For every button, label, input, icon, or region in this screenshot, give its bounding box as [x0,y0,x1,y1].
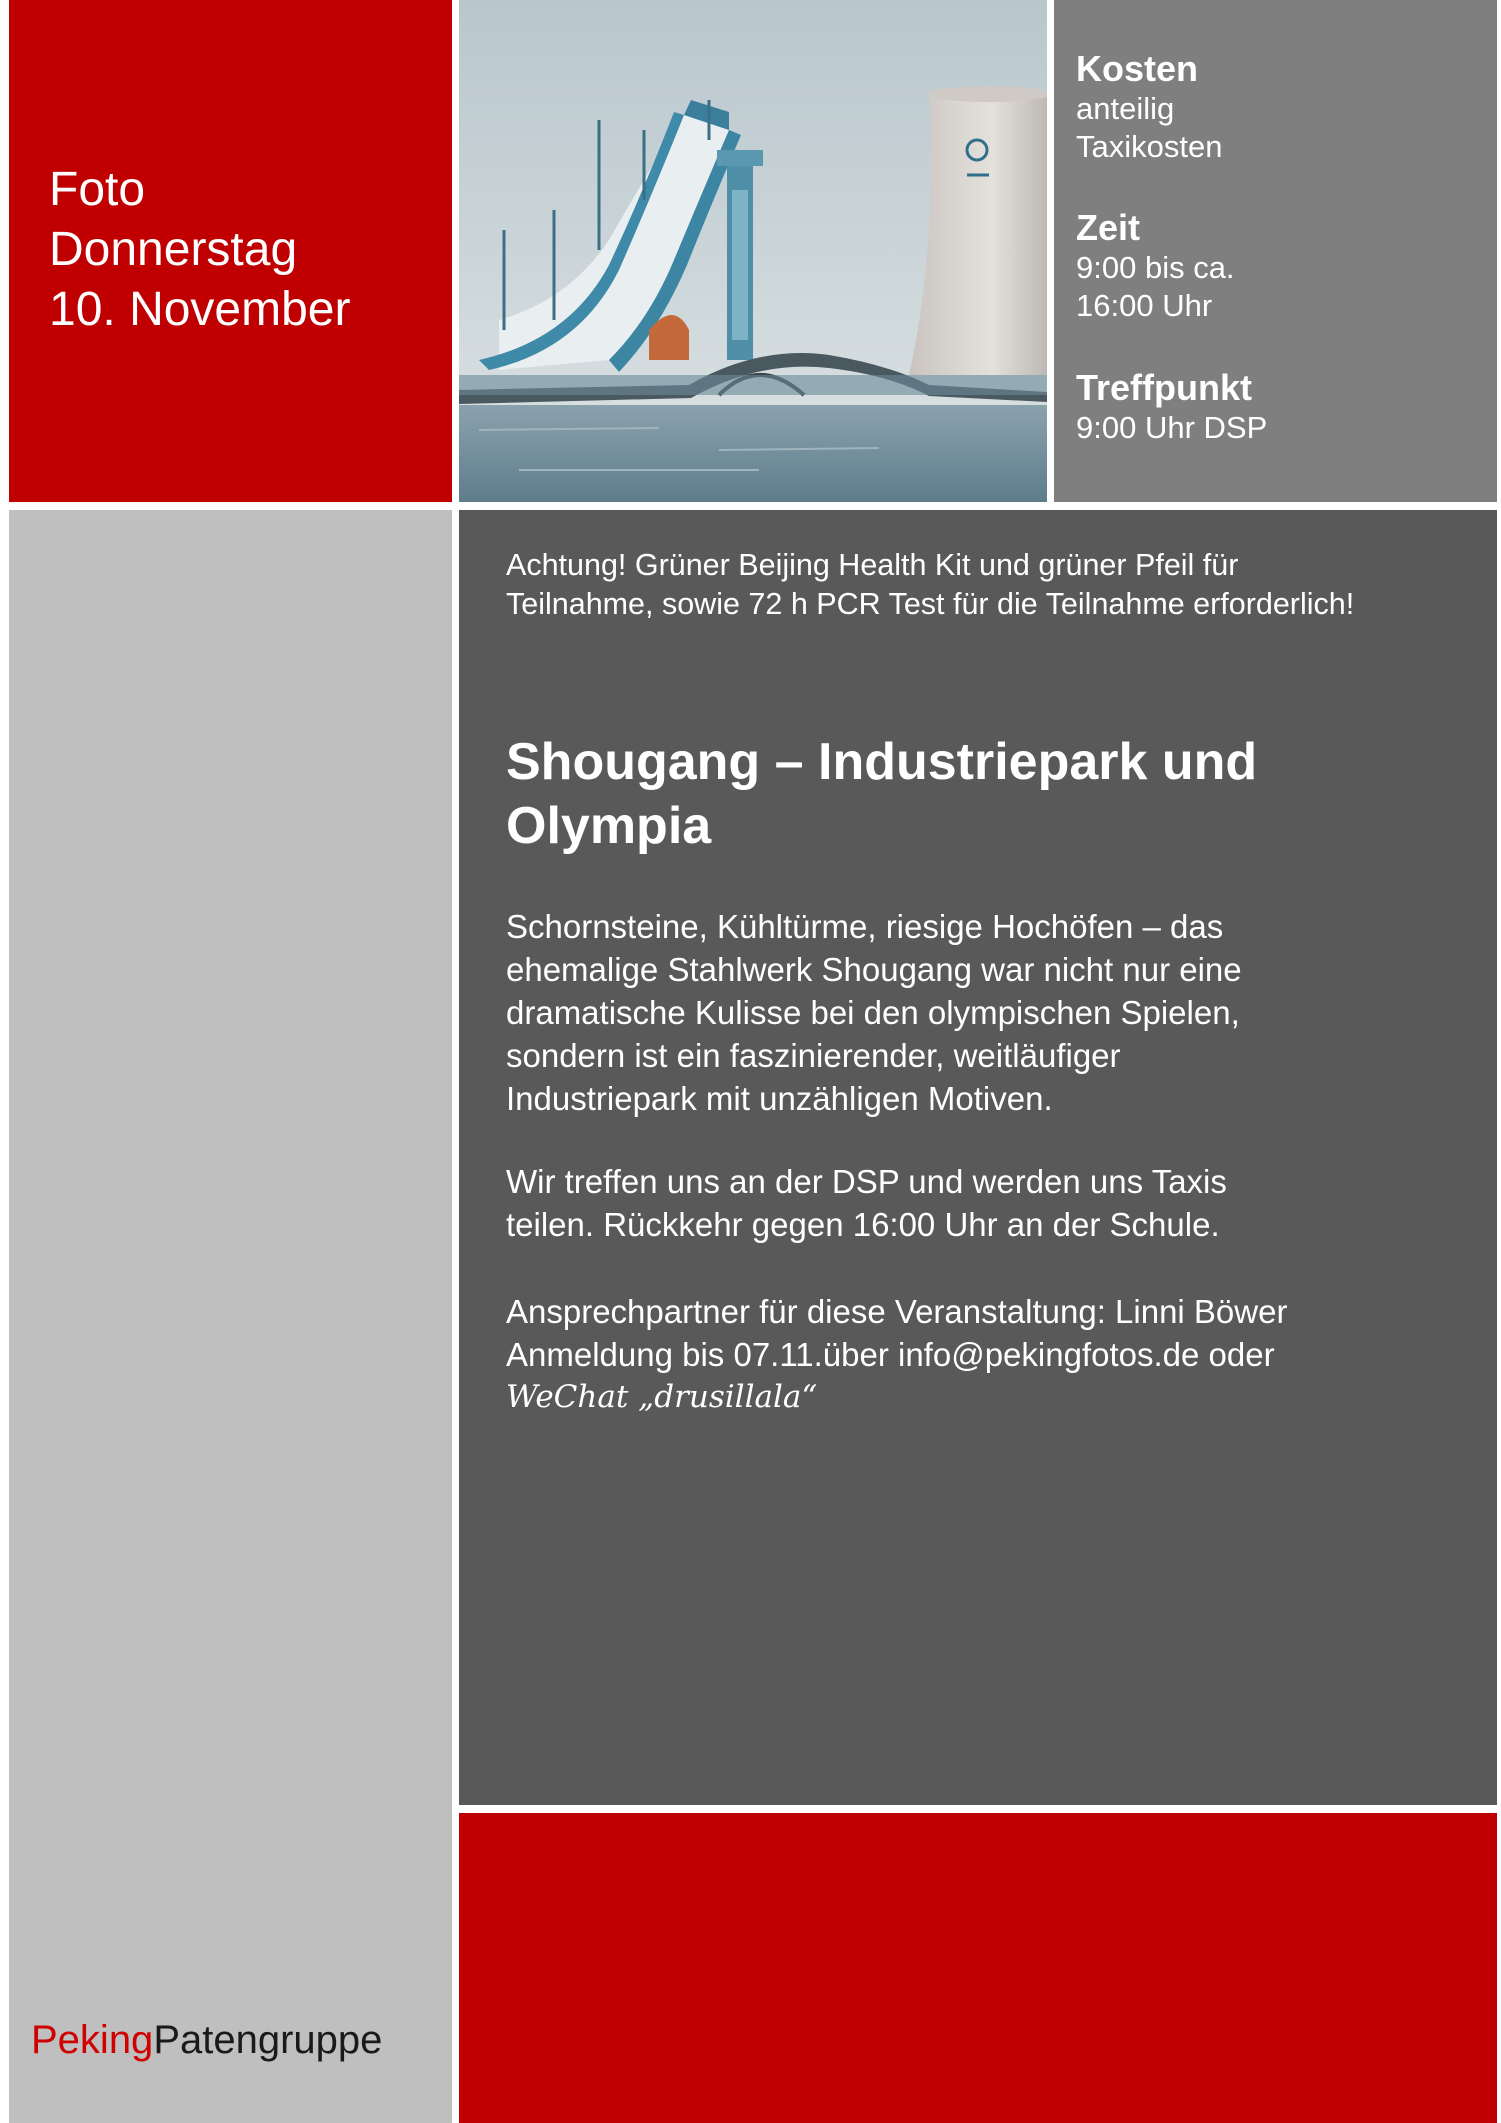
paragraph-line: Industriepark mit unzähligen Motiven. [506,1080,1053,1117]
logistics-paragraph [506,1160,1466,1246]
notice-line: Achtung! Grüner Beijing Health Kit und grüner Pfeil für [506,548,1239,582]
event-date [49,160,350,340]
wechat-line: WeChat „drusillala“ [506,1379,818,1415]
brand-part-red: Peking [31,2018,154,2062]
cost-heading: Kosten [1076,48,1199,89]
requirements-notice [506,546,1466,624]
title-line: Shougang – Industriepark und [506,733,1258,791]
cost-line: Taxikosten [1076,129,1223,164]
registration-line: Anmeldung bis 07.11.über info@pekingfotos.de oder [506,1336,1275,1373]
date-block [9,0,452,502]
paragraph-line: Wir treffen uns an der DSP und werden uns Taxis [506,1163,1227,1200]
paragraph-line: dramatische Kulisse bei den olympischen Spielen, [506,994,1240,1031]
shougang-ski-jump-photo [459,0,1047,502]
bottom-accent-block [459,1813,1497,2123]
date-line-weekday: Donnerstag [49,223,298,276]
paragraph-line: ehemalige Stahlwerk Shougang war nicht nur eine [506,951,1242,988]
meeting-line: 9:00 Uhr DSP [1076,410,1268,445]
contact-line: Ansprechpartner für diese Veranstaltung: Linni Böwer [506,1293,1288,1330]
title-line: Olympia [506,797,712,855]
cost-section [1076,48,1222,166]
time-section [1076,207,1235,325]
event-photo [459,0,1047,502]
brand-logo [31,2015,382,2065]
brand-part-dark: Patengruppe [153,2018,383,2062]
date-line-category: Foto [49,163,146,216]
time-heading: Zeit [1076,207,1141,248]
side-column [9,510,452,2123]
paragraph-line: Schornsteine, Kühltürme, riesige Hochöfen – das [506,908,1224,945]
paragraph-line: teilen. Rückkehr gegen 16:00 Uhr an der Schule. [506,1206,1220,1243]
paragraph-line: sondern ist ein faszinierender, weitläufiger [506,1037,1121,1074]
main-content [459,510,1497,1805]
contact-paragraph [506,1290,1466,1419]
info-panel [1054,0,1497,502]
meeting-section [1076,367,1267,447]
time-line: 9:00 bis ca. [1076,250,1235,285]
event-title [506,730,1466,858]
cost-line: anteilig [1076,91,1175,126]
description-paragraph [506,905,1466,1120]
meeting-heading: Treffpunkt [1076,367,1252,408]
date-line-date: 10. November [49,283,351,336]
time-line: 16:00 Uhr [1076,288,1213,323]
notice-line: Teilnahme, sowie 72 h PCR Test für die Teilnahme erforderlich! [506,587,1355,621]
